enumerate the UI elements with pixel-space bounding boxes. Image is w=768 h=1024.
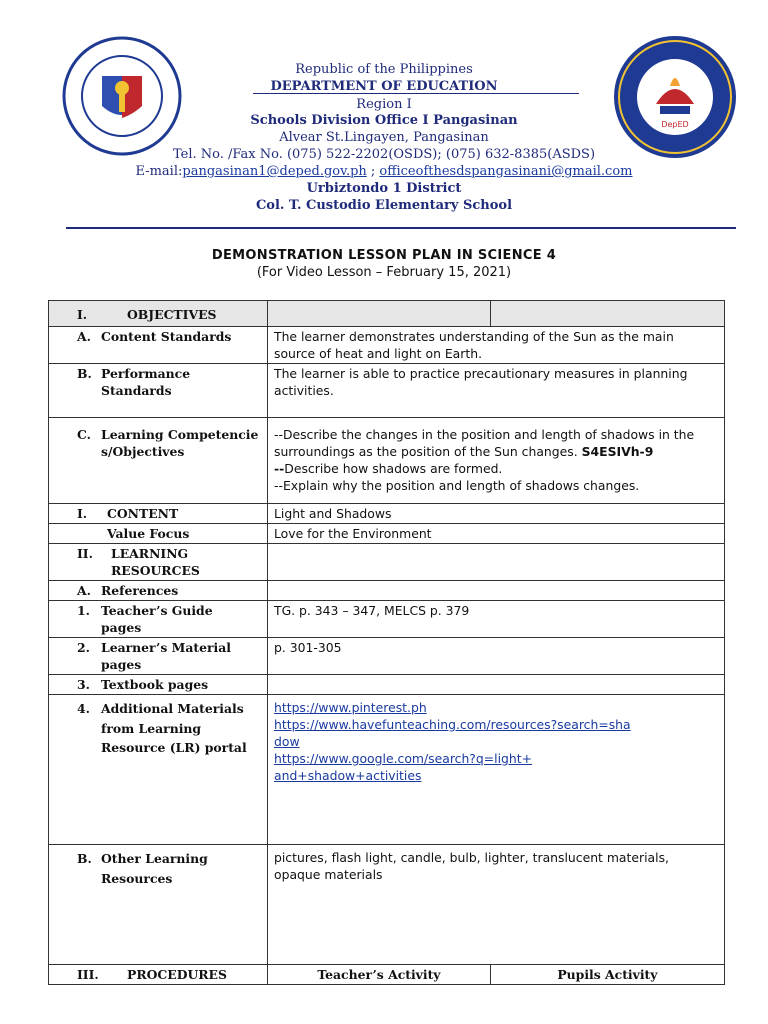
row-teachers-guide: [49, 601, 725, 638]
pinterest-link[interactable]: https://www.pinterest.ph: [274, 700, 427, 715]
havefunteaching-link[interactable]: https://www.havefunteaching.com/resources?search=shadow: [274, 717, 631, 749]
row-learning-resources: [49, 544, 725, 581]
competency-line-1: --Describe the changes in the position and length of shadows in the surroundings as the position of the Sun changes.: [274, 427, 695, 459]
row-additional-materials: [49, 695, 725, 845]
learning-resources-label: II. LEARNING RESOURCES: [49, 544, 268, 581]
teachers-guide-text: TG. p. 343 – 347, MELCS p. 379: [268, 601, 725, 638]
row-references: [49, 581, 725, 601]
value-focus-text: Love for the Environment: [268, 524, 725, 544]
district-line: Urbiztondo 1 District: [306, 181, 462, 196]
region-line: Region I: [356, 97, 412, 112]
email-link-2[interactable]: officeofthesdspangasinani@gmail.com: [379, 164, 633, 179]
textbook-label: 3. Textbook pages: [49, 675, 268, 695]
email-prefix: E-mail:: [135, 164, 183, 179]
email-link-1[interactable]: pangasinan1@deped.gov.ph: [182, 164, 367, 179]
school-line: Col. T. Custodio Elementary School: [255, 198, 513, 213]
row-performance-standards: [49, 364, 725, 418]
header-divider: [66, 227, 736, 229]
row-other-resources: [49, 845, 725, 965]
lesson-plan-table: [48, 300, 725, 985]
teachers-activity-header: Teacher’s Activity: [268, 965, 491, 985]
objectives-label: I. OBJECTIVES: [49, 301, 268, 327]
competency-code: S4ESIVh-9: [581, 444, 654, 459]
additional-materials-links: [268, 695, 725, 845]
address-line: Alvear St.Lingayen, Pangasinan: [279, 130, 489, 145]
other-resources-text: pictures, flash light, candle, bulb, lighter, translucent materials, opaque materials: [268, 845, 725, 965]
content-standards-text: The learner demonstrates understanding of the Sun as the main source of heat and light on Earth.: [268, 327, 725, 364]
textbook-cell: [268, 675, 725, 695]
row-objectives: [49, 301, 725, 327]
google-search-link[interactable]: https://www.google.com/search?q=light+and+shadow+activities: [274, 751, 532, 783]
seal-badge-text: DepED: [661, 120, 689, 129]
performance-standards-label: B. Performance Standards: [49, 364, 268, 418]
learning-resources-cell: [268, 544, 725, 581]
content-text: Light and Shadows: [268, 504, 725, 524]
competency-line-3: --Explain why the position and length of shadows changes.: [274, 478, 640, 493]
additional-materials-label: 4. Additional Materials from Learning Resource (LR) portal: [49, 695, 268, 845]
document-title: DEMONSTRATION LESSON PLAN IN SCIENCE 4: [211, 248, 557, 263]
procedures-label: III. PROCEDURES: [49, 965, 268, 985]
row-learners-material: [49, 638, 725, 675]
row-content: [49, 504, 725, 524]
references-cell: [268, 581, 725, 601]
objectives-cell-3: [490, 301, 724, 327]
teachers-guide-label: 1. Teacher’s Guide pages: [49, 601, 268, 638]
content-standards-label: A. Content Standards: [49, 327, 268, 364]
performance-standards-text: The learner is able to practice precautionary measures in planning activities.: [268, 364, 725, 418]
division-line: Schools Division Office I Pangasinan: [250, 113, 518, 128]
row-procedures: [49, 965, 725, 985]
competency-line-2: Describe how shadows are formed.: [284, 461, 503, 476]
learners-material-label: 2. Learner’s Material pages: [49, 638, 268, 675]
pupils-activity-header: Pupils Activity: [490, 965, 724, 985]
row-competencies: [49, 418, 725, 504]
content-label: I. CONTENT: [49, 504, 268, 524]
department-line: DEPARTMENT OF EDUCATION: [270, 79, 498, 94]
learners-material-text: p. 301-305: [268, 638, 725, 675]
republic-line: Republic of the Philippines: [295, 62, 473, 77]
competencies-text: --Describe the changes in the position and length of shadows in the surroundings as the position of the Sun changes. S4ESIVh-9 --Describe how shadows are formed. --Explain why the position and length of shadows changes.: [268, 418, 725, 504]
value-focus-label: Value Focus: [49, 524, 268, 544]
telfax-line: Tel. No. /Fax No. (075) 522-2202(OSDS); (075) 632-8385(ASDS): [172, 147, 596, 162]
email-separator: ;: [366, 164, 380, 179]
other-resources-label: B. Other Learning Resources: [49, 845, 268, 965]
references-label: A. References: [49, 581, 268, 601]
email-line: [0, 163, 768, 180]
row-textbook: [49, 675, 725, 695]
document-subtitle: (For Video Lesson – February 15, 2021): [256, 265, 512, 280]
objectives-cell-2: [268, 301, 491, 327]
row-value-focus: [49, 524, 725, 544]
competencies-label: C. Learning Competencies/Objectives: [49, 418, 268, 504]
department-underline: [253, 93, 579, 94]
row-content-standards: [49, 327, 725, 364]
